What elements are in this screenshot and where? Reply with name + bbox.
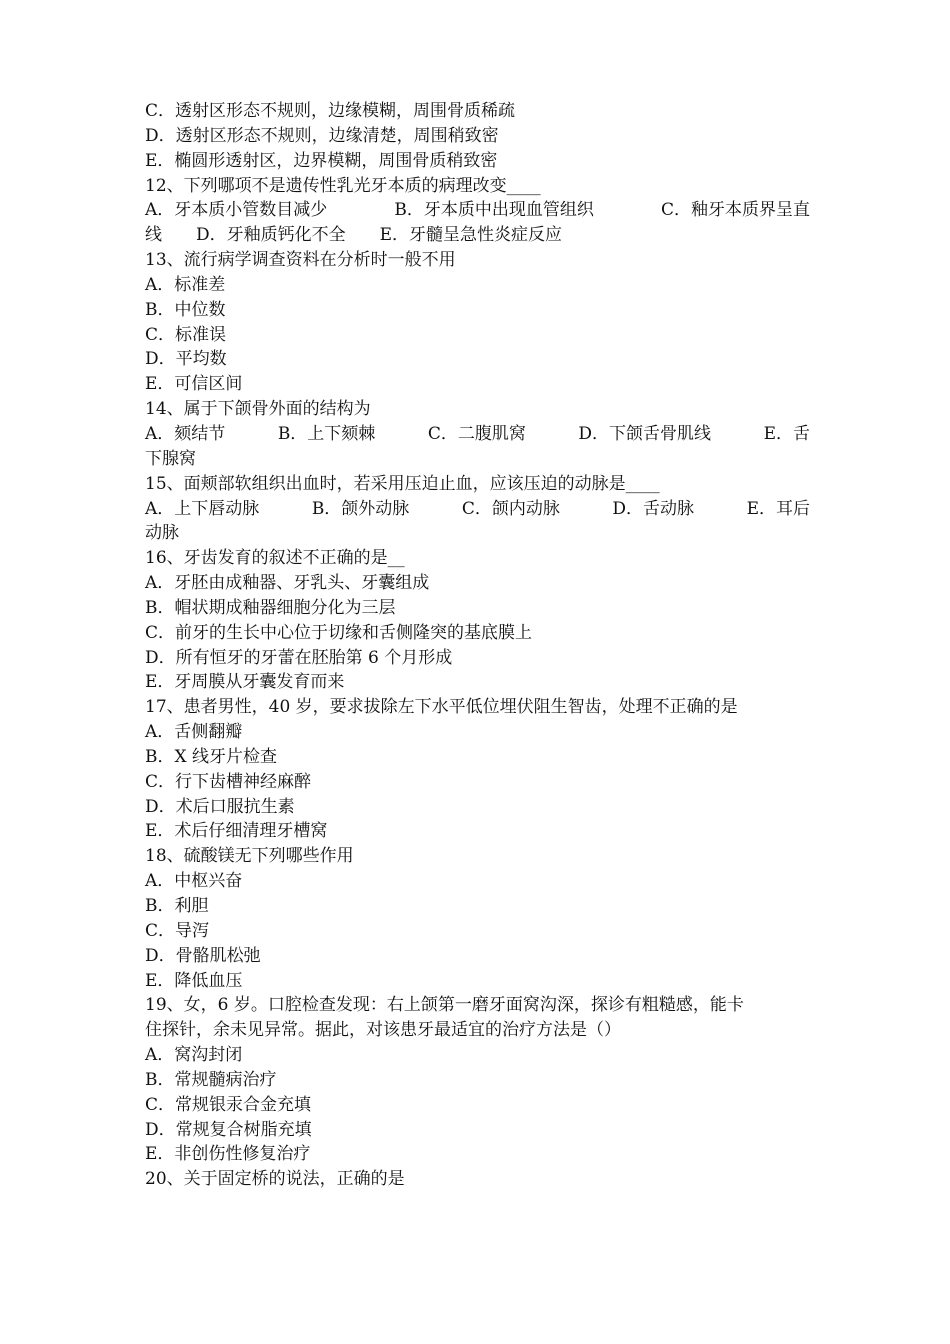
q13-stem: 13、流行病学调查资料在分析时一般不用	[145, 250, 456, 271]
q11-option-e: E．椭圆形透射区，边界模糊，周围骨质稍致密	[145, 150, 498, 171]
q12-options-row1	[145, 198, 810, 223]
q13-option-c: C．标准误	[145, 324, 227, 345]
q15-option-e-cont: 动脉	[145, 523, 179, 544]
q13-option-b: B．中位数	[145, 299, 226, 320]
q19-option-a: A．窝沟封闭	[145, 1045, 243, 1066]
q15-option-b: B．颌外动脉	[311, 498, 410, 519]
q17-option-d: D．术后口服抗生素	[145, 796, 295, 817]
document-page	[145, 99, 810, 1192]
q16-option-c: C．前牙的生长中心位于切缘和舌侧隆突的基底膜上	[145, 622, 533, 643]
q16-option-b: B．帽状期成釉器细胞分化为三层	[145, 597, 396, 618]
q19-option-e: E．非创伤性修复治疗	[145, 1144, 311, 1165]
q15-option-e: E．耳后	[746, 498, 810, 519]
q18-option-d: D．骨骼肌松弛	[145, 945, 261, 966]
q18-option-b: B．利胆	[145, 896, 209, 916]
q18-option-e: E．降低血压	[145, 970, 243, 991]
q19-option-d: D．常规复合树脂充填	[145, 1119, 312, 1140]
q12-options-row2	[145, 223, 810, 248]
q17-option-c: C．行下齿槽神经麻醉	[145, 771, 312, 792]
q18-stem: 18、硫酸镁无下列哪些作用	[145, 846, 354, 867]
q13-option-d: D．平均数	[145, 349, 227, 370]
q17-option-b: B．X 线牙片检查	[145, 746, 277, 767]
q19-option-b: B．常规髓病治疗	[145, 1069, 277, 1090]
q19-option-c: C．常规银汞合金充填	[145, 1094, 312, 1115]
q14-option-e-cont: 下腺窝	[145, 448, 196, 469]
q18-option-a: A．中枢兴奋	[145, 871, 243, 892]
q12-option-c-cont: 线	[145, 225, 162, 246]
q12-option-a: A．牙本质小管数目减少	[145, 200, 328, 221]
q12-option-e: E．牙髓呈急性炎症反应	[379, 225, 563, 246]
q14-option-a: A．颏结节	[145, 423, 226, 444]
q11-option-c: C．透射区形态不规则，边缘模糊，周围骨质稀疏	[145, 101, 516, 121]
q19-stem-line1: 19、女，6 岁。口腔检查发现：右上颌第一磨牙面窝沟深，探诊有粗糙感，能卡	[145, 995, 744, 1016]
q18-option-c: C．导泻	[145, 920, 210, 941]
q14-option-d: D．下颌舌骨肌线	[578, 423, 712, 444]
q15-stem: 15、面颊部软组织出血时，若采用压迫止血，应该压迫的动脉是____	[145, 473, 660, 494]
q15-option-c: C．颌内动脉	[461, 498, 560, 519]
q16-option-d: D．所有恒牙的牙蕾在胚胎第 6 个月形成	[145, 647, 453, 668]
q12-option-b: B．牙本质中出现血管组织	[394, 200, 594, 221]
q13-option-a: A．标准差	[145, 274, 226, 295]
q14-stem: 14、属于下颌骨外面的结构为	[145, 399, 371, 420]
q15-options-row1	[145, 497, 810, 522]
q17-option-e: E．术后仔细清理牙槽窝	[145, 821, 328, 842]
q12-option-c: C．釉牙本质界呈直	[660, 200, 810, 221]
q17-stem: 17、患者男性，40 岁，要求拔除左下水平低位埋伏阻生智齿，处理不正确的是	[145, 697, 738, 718]
q12-stem: 12、下列哪项不是遗传性乳光牙本质的病理改变____	[145, 175, 541, 196]
q14-option-e: E．舌	[763, 423, 810, 444]
q20-stem: 20、关于固定桥的说法，正确的是	[145, 1169, 405, 1190]
q14-options-row1	[145, 422, 810, 447]
q17-option-a: A．舌侧翻瓣	[145, 722, 243, 743]
q19-stem-line2: 住探针，余未见异常。据此，对该患牙最适宜的治疗方法是（）	[145, 1020, 621, 1041]
q11-option-d: D．透射区形态不规则，边缘清楚，周围稍致密	[145, 125, 499, 146]
q12-option-d: D．牙釉质钙化不全	[196, 225, 346, 246]
q16-option-e: E．牙周膜从牙囊发育而来	[145, 672, 345, 693]
q15-option-d: D．舌动脉	[612, 498, 695, 519]
q16-stem: 16、牙齿发育的叙述不正确的是__	[145, 548, 405, 569]
q13-option-e: E．可信区间	[145, 374, 243, 395]
q14-option-c: C．二腹肌窝	[427, 423, 526, 444]
q15-option-a: A．上下唇动脉	[145, 498, 260, 519]
q14-option-b: B．上下颏棘	[277, 423, 376, 444]
q16-option-a: A．牙胚由成釉器、牙乳头、牙囊组成	[145, 573, 430, 594]
